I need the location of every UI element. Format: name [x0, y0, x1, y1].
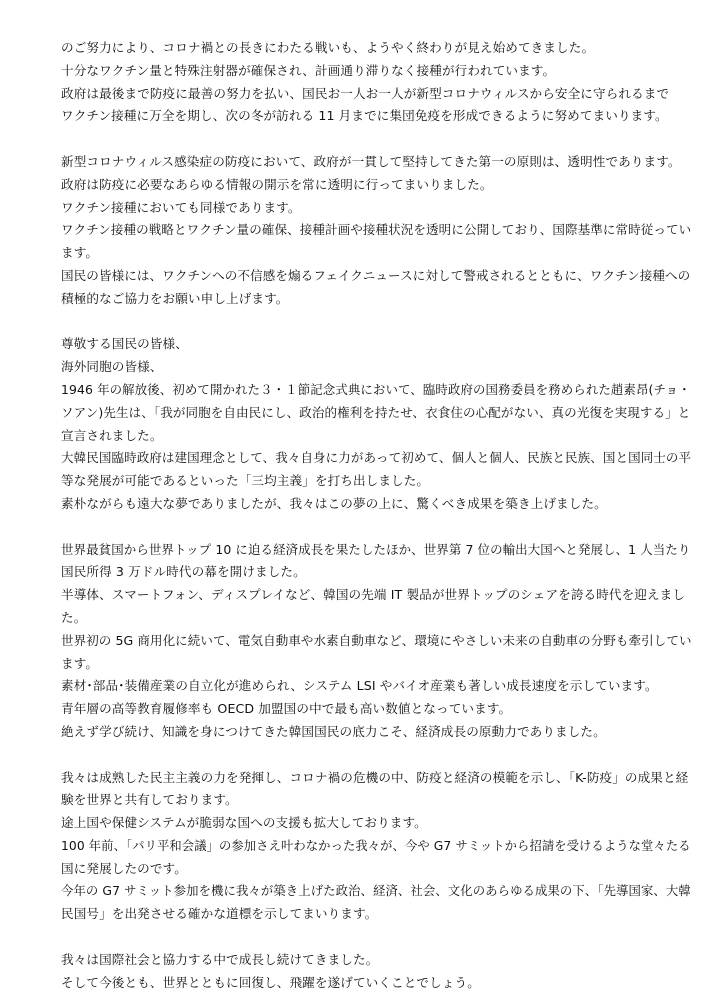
text-line: ます。 — [61, 245, 99, 261]
paragraph — [61, 333, 691, 515]
text-line: 宣言されました。 — [61, 427, 163, 443]
paragraph — [61, 767, 691, 927]
text-line: 験を世界と共有しております。 — [61, 792, 238, 808]
text-line: そして今後とも、世界とともに回復し、飛躍を遂げていくことでしょう。 — [61, 974, 480, 990]
text-line: 十分なワクチン量と特殊注射器が確保され、計画通り滞りなく接種が行われています。 — [61, 62, 556, 78]
text-line: 今年の G7 サミット参加を機に我々が築き上げた政治、経済、社会、文化のあらゆる成果の下、「先導国家、大韓 — [61, 884, 691, 899]
text-line: 我々は成熟した民主主義の力を発揮し、コロナ禍の危機の中、防疫と経済の模範を示し、「K-防疫」の成果と経 — [61, 769, 689, 785]
paragraph — [61, 539, 691, 744]
text-line: 大韓民国臨時政府は建国理念として、我々自身に力があって初めて、個人と個人、民族と民族、国と国同士の平 — [61, 450, 692, 466]
text-line: 国民所得 3 万ドル時代の幕を開けました。 — [61, 564, 306, 580]
text-line: 我々は国際社会と協力する中で成長し続けてきました。 — [61, 951, 379, 967]
text-line: た。 — [61, 609, 87, 625]
text-line: 尊敬する国民の皆様、 — [61, 336, 188, 352]
text-line: 1946 年の解放後、初めて開かれた３・１節記念式典において、臨時政府の国務委員を務められた趙素昂(チョ・ — [61, 381, 691, 397]
text-line: ワクチン接種に万全を期し、次の冬が訪れる 11 月までに集団免疫を形成できるように努めてまいります。 — [61, 108, 668, 124]
text-line: 国民の皆様には、ワクチンへの不信感を煽るフェイクニュースに対して警戒されるとともに、ワクチン接種への — [61, 267, 691, 283]
text-line: 国に発展したのです。 — [61, 860, 187, 876]
text-line: 新型コロナウィルス感染症の防疫において、政府が一貫して堅持してきた第一の原則は、透明性であります。 — [61, 153, 681, 169]
text-line: 青年層の高等教育履修率も OECD 加盟国の中で最も高い数値となっています。 — [61, 701, 512, 717]
text-line: 等な発展が可能であるといった「三均主義」を打ち出しました。 — [61, 473, 430, 489]
text-line: 途上国や保健システムが脆弱な国への支援も拡大しております。 — [61, 815, 427, 831]
text-line: 海外同胞の皆様、 — [61, 359, 163, 375]
paragraph — [61, 151, 691, 311]
text-line: ワクチン接種の戦略とワクチン量の確保、接種計画や接種状況を透明に公開しており、国際基準に常時従ってい — [61, 222, 692, 238]
paragraph — [61, 949, 691, 994]
text-line: 積極的なご協力をお願い申し上げます。 — [61, 290, 289, 306]
text-line: 民国号」を出発させる確かな道標を示してまいります。 — [61, 906, 378, 922]
text-line: ます。 — [61, 655, 99, 671]
text-line: 世界初の 5G 商用化に続いて、電気自動車や水素自動車など、環境にやさしい未来の自動車の分野も牽引してい — [61, 632, 692, 648]
text-line: 政府は防疫に必要なあらゆる情報の開示を常に透明に行ってまいりました。 — [61, 176, 493, 192]
text-line: 半導体、スマートフォン、ディスプレイなど、韓国の先端 IT 製品が世界トップのシェアを誇る時代を迎えまし — [61, 587, 686, 603]
paragraph — [61, 37, 691, 128]
text-line: 素材･部品･装備産業の自立化が進められ、システム LSI やバイオ産業も著しい成長速度を示しています。 — [61, 678, 658, 694]
text-line: ソアン)先生は、「我が同胞を自由民にし、政治的権利を持たせ、衣食住の心配がない、真の光復を実現する」と — [61, 404, 691, 420]
text-line: 素朴ながらも遠大な夢でありましたが、我々はこの夢の上に、驚くべき成果を築き上げました。 — [61, 495, 607, 511]
text-line: 絶えず学び続け、知識を身につけてきた韓国国民の底力こそ、経済成長の原動力でありました。 — [61, 723, 606, 739]
text-line: 100 年前、「パリ平和会議」の参加さえ叶わなかった我々が、今や G7 サミットから招請を受けるような堂々たる — [61, 838, 691, 853]
document-page — [61, 37, 691, 994]
text-line: のご努力により、コロナ禍との長きにわたる戦いも、ようやく終わりが見え始めてきました。 — [61, 40, 595, 55]
text-line: 世界最貧国から世界トップ 10 に迫る経済成長を果たしたほか、世界第 7 位の輸出大国へと発展し、1 人当たり — [61, 541, 691, 557]
text-line: 政府は最後まで防疫に最善の努力を払い、国民お一人お一人が新型コロナウィルスから安全に守られるまで — [61, 85, 670, 101]
text-line: ワクチン接種においても同様であります。 — [61, 199, 301, 215]
